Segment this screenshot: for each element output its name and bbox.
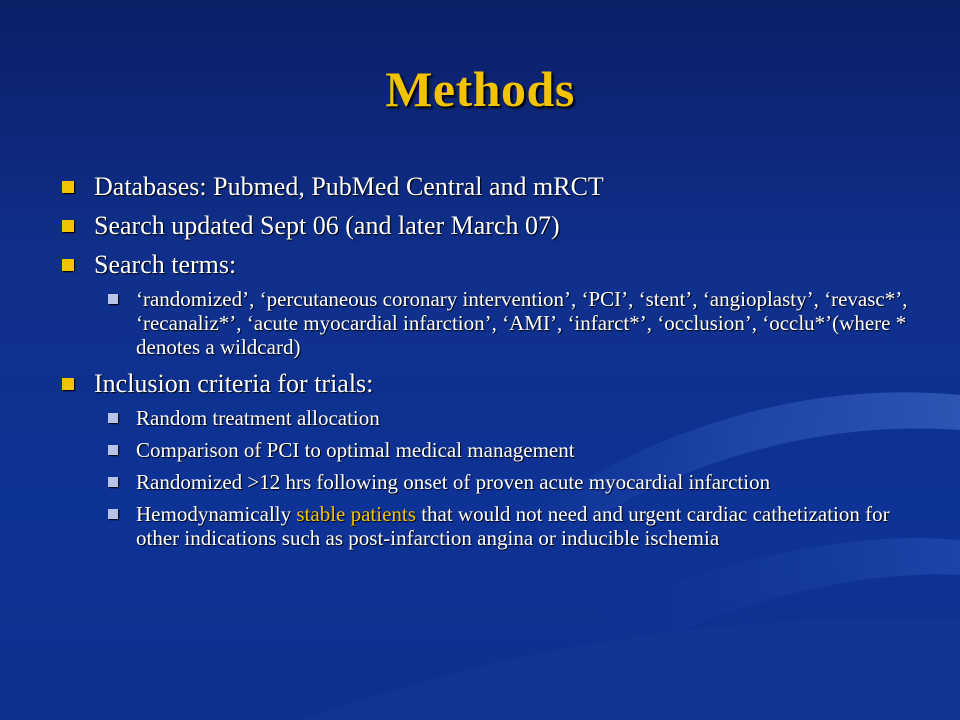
inclusion-criteria-sublist bbox=[62, 406, 922, 550]
bullet-text: Inclusion criteria for trials: bbox=[94, 369, 374, 398]
bullet-text: Search terms: bbox=[94, 250, 237, 279]
sub-bullet-search-terms bbox=[62, 287, 922, 359]
bullet-search-updated bbox=[62, 209, 922, 242]
square-sub-bullet-icon bbox=[108, 477, 118, 487]
highlighted-text: stable patients bbox=[296, 502, 416, 526]
bullet-text: Databases: Pubmed, PubMed Central and mRCT bbox=[94, 172, 604, 201]
square-bullet-icon bbox=[62, 181, 74, 193]
bullet-list bbox=[62, 170, 922, 558]
square-sub-bullet-icon bbox=[108, 294, 118, 304]
square-sub-bullet-icon bbox=[108, 413, 118, 423]
bullet-databases bbox=[62, 170, 922, 203]
sub-bullet-hemodynamically-stable bbox=[62, 502, 922, 550]
bullet-text: Search updated Sept 06 (and later March 07) bbox=[94, 211, 560, 240]
bullet-inclusion-criteria bbox=[62, 367, 922, 400]
sub-bullet-text: Randomized >12 hrs following onset of proven acute myocardial infarction bbox=[136, 470, 771, 494]
square-bullet-icon bbox=[62, 259, 74, 271]
sub-bullet-text-before: Hemodynamically bbox=[136, 502, 297, 526]
square-bullet-icon bbox=[62, 220, 74, 232]
sub-bullet-random-allocation bbox=[62, 406, 922, 430]
sub-bullet-text: ‘randomized’, ‘percutaneous coronary intervention’, ‘PCI’, ‘stent’, ‘angioplasty’, ‘revasc*’, ‘recanaliz*’, ‘acute myocardial infarction’, ‘AMI’, ‘infarct*’, ‘occlusion’, ‘occlu*’(where * denotes a wildcard) bbox=[136, 287, 908, 359]
square-sub-bullet-icon bbox=[108, 509, 118, 519]
sub-bullet-text-after: that would not need and urgent cardiac cathetization for other indications such as post-infarction angina or inducible ischemia bbox=[136, 502, 890, 550]
sub-bullet-text: Comparison of PCI to optimal medical management bbox=[136, 438, 575, 462]
sub-bullet-text: Random treatment allocation bbox=[136, 406, 380, 430]
square-sub-bullet-icon bbox=[108, 445, 118, 455]
bullet-search-terms bbox=[62, 248, 922, 281]
sub-bullet-randomized-12hrs bbox=[62, 470, 922, 494]
search-terms-sublist bbox=[62, 287, 922, 359]
square-bullet-icon bbox=[62, 378, 74, 390]
sub-bullet-comparison bbox=[62, 438, 922, 462]
slide-title: Methods bbox=[385, 61, 575, 117]
